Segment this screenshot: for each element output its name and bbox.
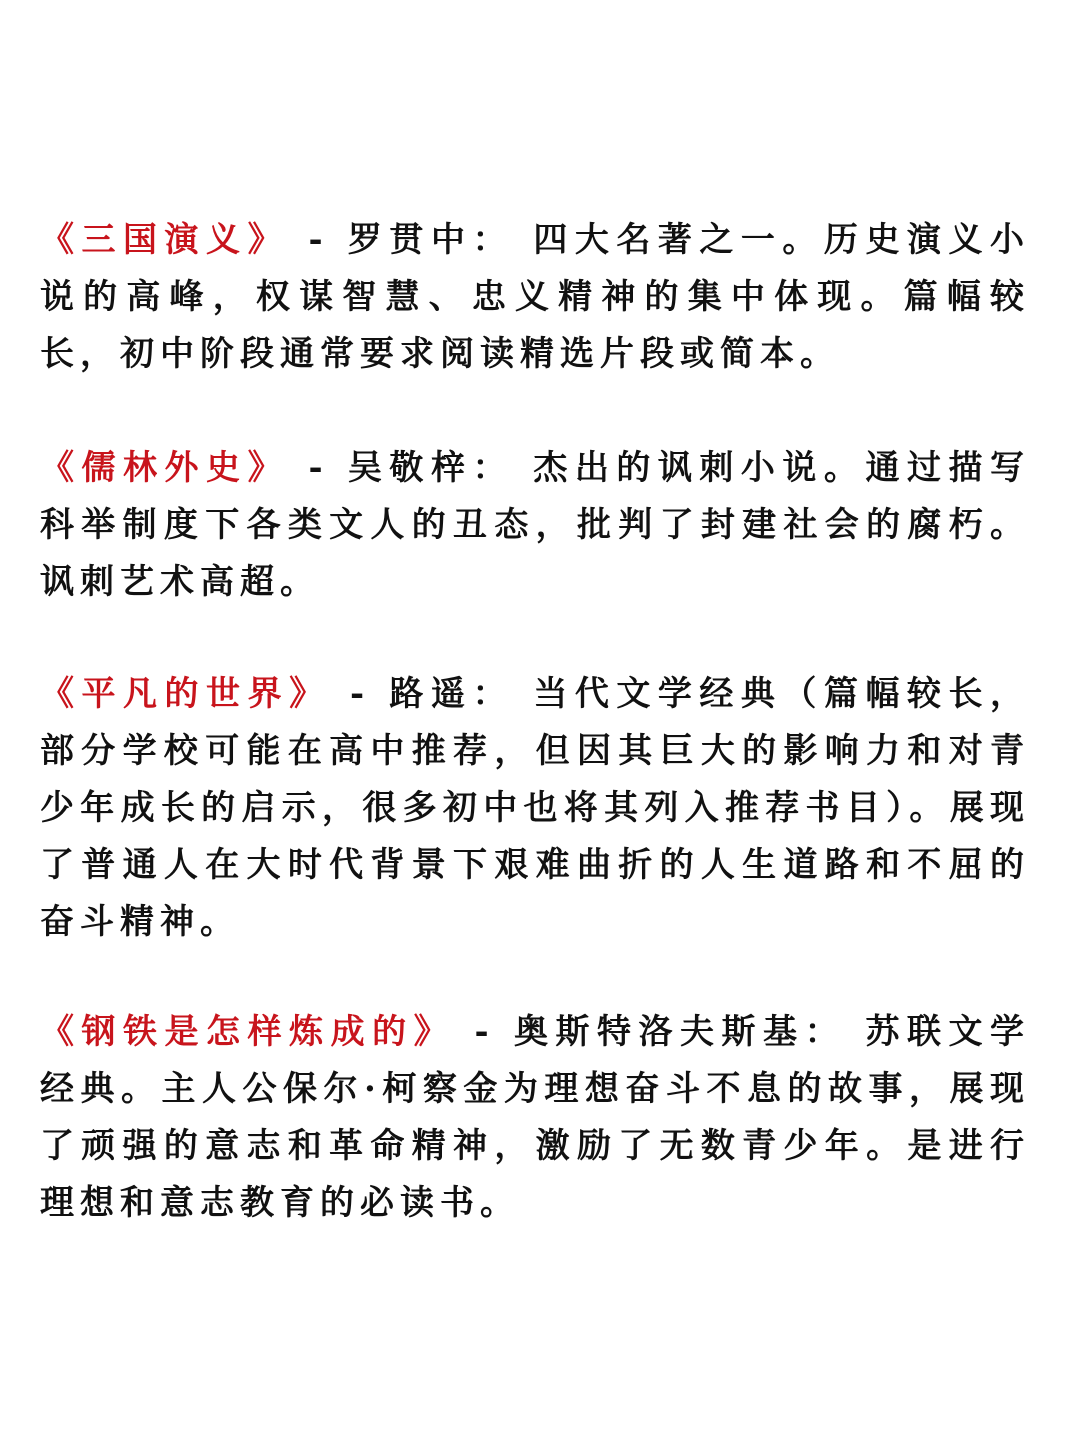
author-label: - 奥斯特洛夫斯基： (455, 1012, 847, 1052)
book-title: 《三国演义》 (40, 220, 290, 260)
book-description: 四大名著之一。历史演义小说的高峰，权谋智慧、忠义精神的集中体现。篇幅较长，初中阶段通常要求阅读精选片段或简本。 (40, 220, 1030, 374)
book-description: 当代文学经典（篇幅较长，部分学校可能在高中推荐，但因其巨大的影响力和对青少年成长的启示，很多初中也将其列入推荐书目）。展现了普通人在大时代背景下艰难曲折的人生道路和不屈的奋斗精神。 (40, 674, 1031, 942)
book-title: 《平凡的世界》 (40, 674, 331, 714)
book-description: 苏联文学经典。主人公保尔·柯察金为理想奋斗不息的故事，展现了顽强的意志和革命精神，激励了无数青少年。是进行理想和意志教育的必读书。 (40, 1012, 1030, 1223)
book-entry-pingfan (40, 666, 1030, 951)
author-label: - 路遥： (330, 674, 514, 714)
book-entry-sanguo (40, 212, 1030, 383)
author-label: - 罗贯中： (289, 220, 514, 260)
book-title: 《儒林外史》 (40, 448, 290, 488)
book-description: 杰出的讽刺小说。通过描写科举制度下各类文人的丑态，批判了封建社会的腐朽。讽刺艺术高超。 (40, 448, 1030, 602)
book-title: 《钢铁是怎样炼成的》 (40, 1012, 456, 1052)
author-label: - 吴敬梓： (289, 448, 514, 488)
book-entry-gangtie (40, 1004, 1030, 1232)
book-entry-rulin (40, 440, 1030, 611)
